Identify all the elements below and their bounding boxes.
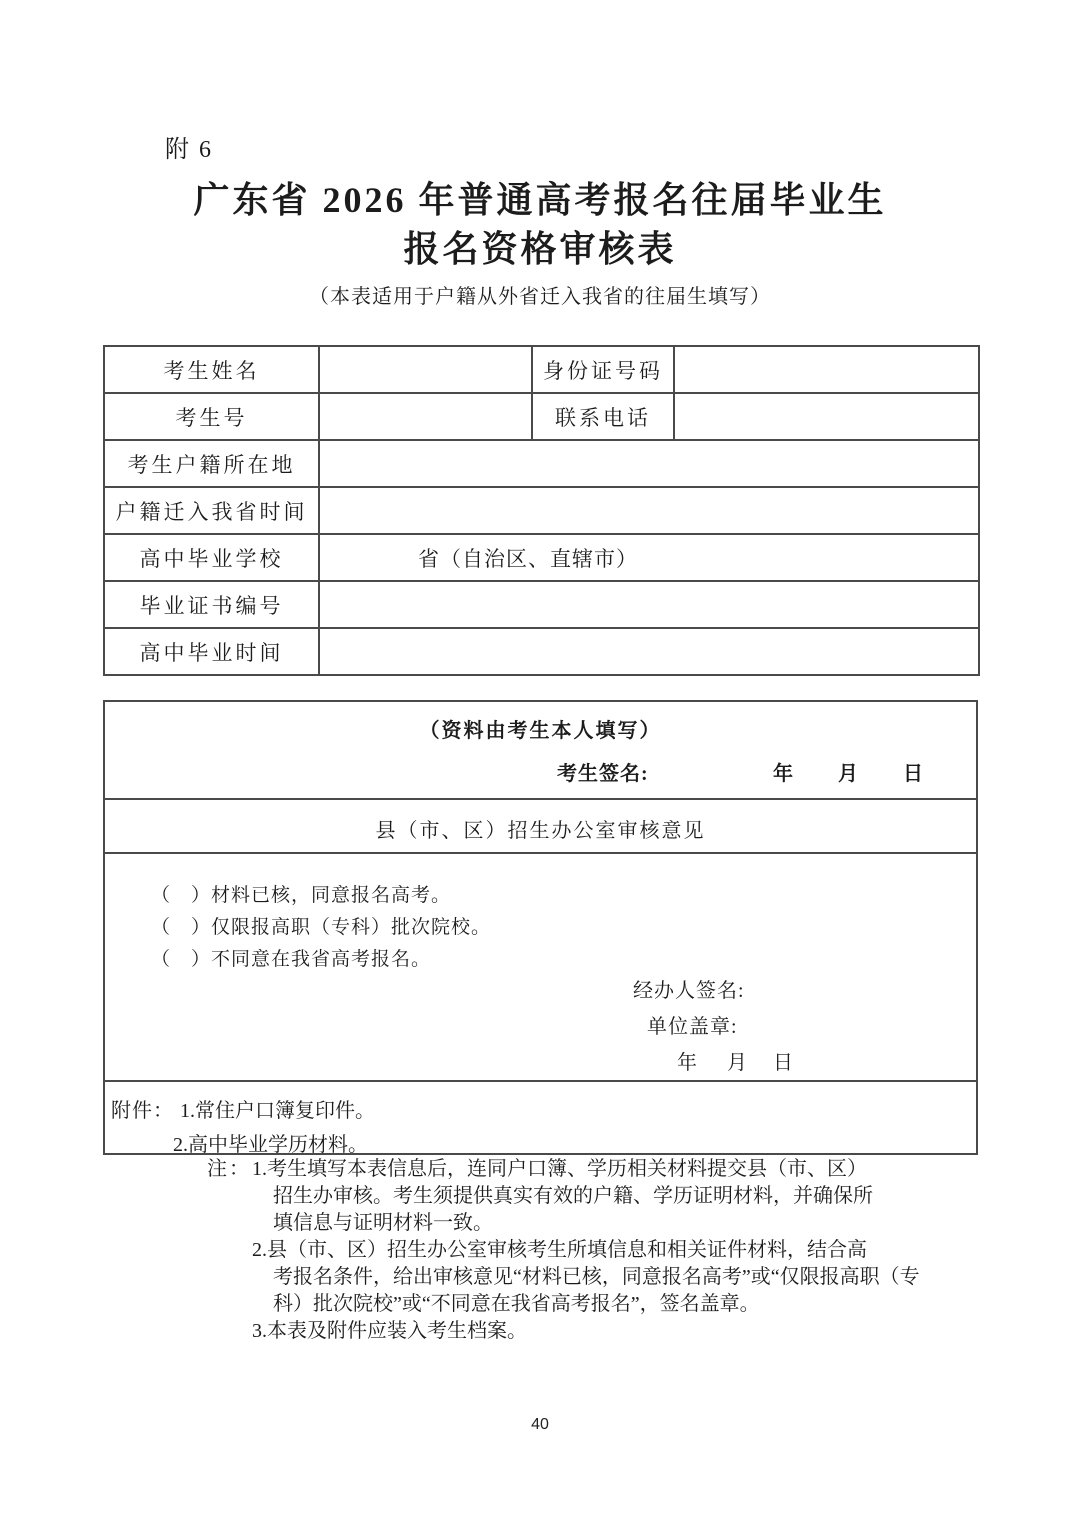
contact-phone-label-cell: 联系电话 bbox=[532, 393, 674, 440]
notes-items bbox=[252, 1156, 920, 1345]
note-line: 填信息与证明材料一致。 bbox=[273, 1212, 493, 1234]
option-reject-text: 不同意在我省高考报名。 bbox=[211, 949, 432, 970]
id-number-value-cell bbox=[674, 346, 979, 393]
note-line: 1.考生填写本表信息后，连同户口簿、学历相关材料提交县（市、区） bbox=[252, 1158, 867, 1180]
option-approve-text: 材料已核，同意报名高考。 bbox=[211, 885, 452, 906]
date-day-label: 日 bbox=[903, 763, 924, 785]
candidate-name-value-cell bbox=[319, 346, 532, 393]
attachments-label: 附件： bbox=[111, 1100, 174, 1122]
table-row bbox=[104, 346, 979, 393]
checkbox-parens: （ ） bbox=[151, 917, 212, 938]
note-line: 招生办审核。考生须提供真实有效的户籍、学历证明材料，并确保所 bbox=[273, 1185, 873, 1207]
office-review-heading: 县（市、区）招生办公室审核意见 bbox=[375, 820, 706, 842]
candidate-number-label-cell: 考生号 bbox=[104, 393, 319, 440]
graduation-date-label-cell: 高中毕业时间 bbox=[104, 628, 319, 675]
attachment-number: 附 6 bbox=[165, 137, 213, 163]
date-year-label: 年 bbox=[773, 763, 794, 785]
form-title bbox=[0, 176, 1080, 274]
note-line: 考报名条件，给出审核意见“材料已核，同意报名高考”或“仅限报高职（专 bbox=[273, 1266, 920, 1288]
date-month-label: 月 bbox=[838, 763, 859, 785]
attachment-item: 2.高中毕业学历材料。 bbox=[173, 1134, 368, 1156]
candidate-number-value-cell bbox=[319, 393, 532, 440]
form-title-line2: 报名资格审核表 bbox=[403, 229, 677, 269]
note-line: 3.本表及附件应装入考生档案。 bbox=[252, 1320, 527, 1342]
candidate-name-label-cell: 考生姓名 bbox=[104, 346, 319, 393]
graduate-school-label-cell: 高中毕业学校 bbox=[104, 534, 319, 581]
self-fill-row bbox=[105, 702, 976, 798]
attachment-item: 1.常住户口簿复印件。 bbox=[180, 1100, 375, 1122]
checkbox-parens: （ ） bbox=[151, 949, 212, 970]
self-fill-heading: （资料由考生本人填写） bbox=[419, 720, 662, 742]
residence-location-value-cell bbox=[319, 440, 979, 487]
diploma-number-value-cell bbox=[319, 581, 979, 628]
office-date-line bbox=[677, 1046, 793, 1075]
option-vocational-only bbox=[151, 912, 491, 944]
contact-phone-value-cell bbox=[674, 393, 979, 440]
diploma-number-label-cell: 毕业证书编号 bbox=[104, 581, 319, 628]
table-row bbox=[104, 487, 979, 534]
table-row bbox=[104, 393, 979, 440]
residence-move-date-label-cell: 户籍迁入我省时间 bbox=[104, 487, 319, 534]
residence-location-label-cell: 考生户籍所在地 bbox=[104, 440, 319, 487]
review-opinion-row bbox=[105, 852, 976, 1080]
candidate-signature-label: 考生签名: bbox=[557, 763, 649, 785]
graduation-date-value-cell bbox=[319, 628, 979, 675]
table-row bbox=[104, 628, 979, 675]
table-row bbox=[104, 534, 979, 581]
form-title-line1: 广东省 2026 年普通高考报名往届毕业生 bbox=[193, 180, 887, 220]
notes-label: 注： bbox=[207, 1158, 251, 1180]
note-item-2 bbox=[252, 1237, 920, 1318]
handler-signature-label: 经办人签名: bbox=[633, 980, 745, 1002]
id-number-label-cell: 身份证号码 bbox=[532, 346, 674, 393]
review-options bbox=[151, 880, 491, 976]
option-reject bbox=[151, 944, 491, 976]
note-item-1 bbox=[252, 1156, 920, 1237]
office-heading-row bbox=[105, 798, 976, 852]
note-line: 科）批次院校”或“不同意在我省高考报名”，签名盖章。 bbox=[273, 1293, 760, 1315]
candidate-info-table bbox=[103, 345, 980, 676]
date-day-label: 日 bbox=[773, 1052, 793, 1074]
note-line: 2.县（市、区）招生办公室审核考生所填信息和相关证件材料，结合高 bbox=[252, 1239, 867, 1261]
attachments-line-1 bbox=[111, 1094, 375, 1123]
option-vocational-only-text: 仅限报高职（专科）批次院校。 bbox=[211, 917, 492, 938]
table-row bbox=[104, 440, 979, 487]
residence-move-date-value-cell bbox=[319, 487, 979, 534]
checkbox-parens: （ ） bbox=[151, 885, 212, 906]
review-table bbox=[103, 700, 978, 1155]
option-approve bbox=[151, 880, 491, 912]
form-subtitle: （本表适用于户籍从外省迁入我省的往届生填写） bbox=[309, 286, 771, 308]
page-number: 40 bbox=[531, 1416, 549, 1433]
date-month-label: 月 bbox=[727, 1052, 747, 1074]
table-row bbox=[104, 581, 979, 628]
note-item-3 bbox=[252, 1318, 920, 1345]
unit-seal-label: 单位盖章: bbox=[647, 1016, 738, 1038]
attachments-row bbox=[105, 1080, 976, 1156]
date-year-label: 年 bbox=[677, 1052, 697, 1074]
notes-section bbox=[207, 1156, 920, 1345]
graduate-school-value-cell: 省（自治区、直辖市） bbox=[319, 534, 979, 581]
